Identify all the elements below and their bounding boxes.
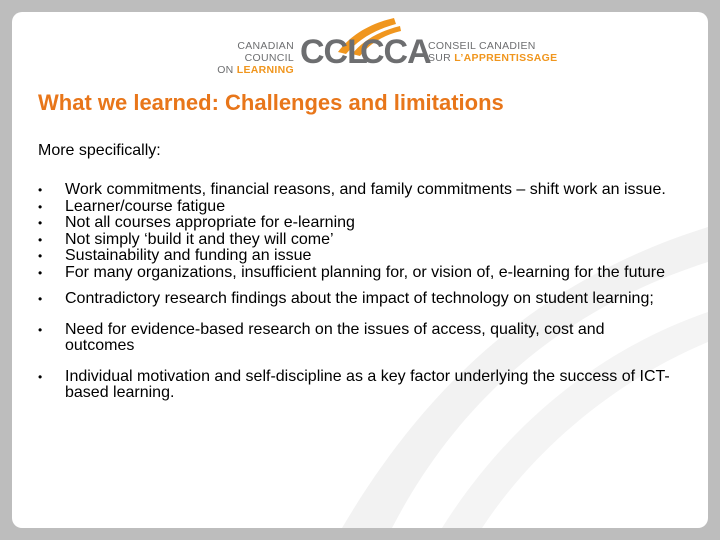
bullet-icon: • [38, 369, 43, 384]
bullet-icon: • [38, 265, 43, 280]
bullet-text: Individual motivation and self-discipline as a key factor underlying the success of ICT-based learning. [65, 367, 670, 401]
bullet-item [38, 322, 678, 355]
bullet-icon: • [38, 216, 43, 230]
bullet-icon: • [38, 232, 43, 247]
bullet-item [38, 291, 678, 308]
bullet-item [38, 248, 678, 265]
bullet-icon: • [38, 249, 43, 263]
bullet-item [38, 215, 678, 232]
bullet-text: Work commitments, financial reasons, and family commitments – shift work an issue. [65, 181, 666, 198]
bullet-item [38, 265, 678, 282]
bullet-icon: • [38, 199, 43, 214]
bullet-icon: • [38, 183, 43, 197]
slide-intro: More specifically: [38, 142, 161, 159]
logo-ccl: CCL [300, 33, 367, 71]
bullet-text: Learner/course fatigue [65, 197, 226, 215]
bullet-item [38, 182, 678, 199]
slide-title: What we learned: Challenges and limitations [38, 90, 504, 115]
bullet-text: Not simply ‘build it and they will come’ [65, 230, 334, 248]
logo-cca: CCA [360, 33, 431, 71]
bullet-item [38, 199, 678, 216]
bullet-item [38, 232, 678, 249]
bullet-text: For many organizations, insufficient planning for, or vision of, e-learning for the future [65, 263, 666, 281]
bullet-text: Sustainability and funding an issue [65, 247, 312, 264]
logo-french-name: CONSEIL CANADIEN SUR L’APPRENTISSAGE [428, 40, 558, 64]
logo-english-name: CANADIAN COUNCIL ON LEARNING [217, 40, 294, 76]
bullet-text: Need for evidence-based research on the issues of access, quality, cost and outcomes [65, 320, 605, 354]
bullet-icon: • [38, 292, 43, 306]
bullet-text: Contradictory research findings about the impact of technology on student learning; [65, 290, 654, 307]
bullet-icon: • [38, 322, 43, 337]
bullet-text: Not all courses appropriate for e-learning [65, 214, 355, 231]
bullet-item [38, 369, 678, 402]
ccl-cca-logo [188, 16, 558, 76]
slide [12, 12, 708, 528]
bullet-list [38, 182, 678, 402]
